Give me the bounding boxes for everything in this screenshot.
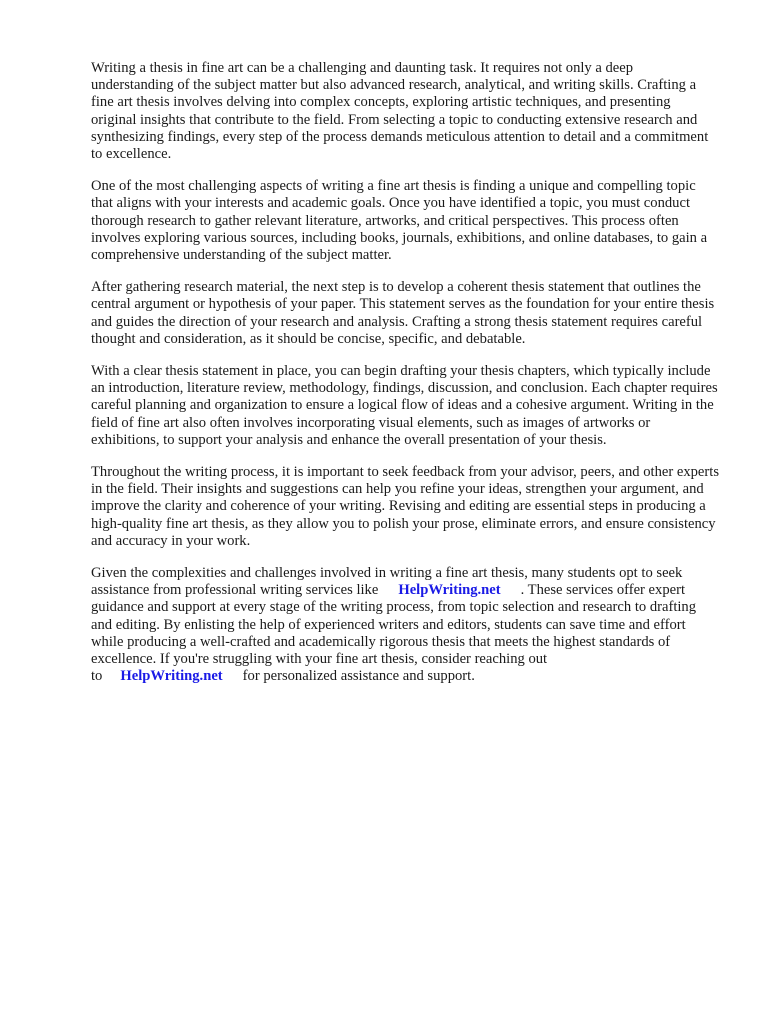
paragraph-assistance bbox=[91, 565, 719, 685]
paragraph-feedback: Throughout the writing process, it is important to seek feedback from your advisor, peers, and other experts in the field. Their insights and suggestions can help you refine your ideas, strengthen your argument, and improve the clarity and coherence of your writing. Revising and editing are essential steps in producing a high-quality fine art thesis, as they allow you to polish your prose, eliminate errors, and ensure consistency and accuracy in your work. bbox=[91, 464, 719, 549]
assistance-text-part1: Given the complexities and challenges involved in writing a fine art thesis, many students opt to seek assistance from professional writing services like bbox=[91, 565, 683, 599]
assistance-text-part2: . These services offer expert guidance and support at every stage of the writing process, from topic selection and research to drafting and editing. By enlisting the help of experienced writers and editors, students can save time and effort while producing a well-crafted and academically rigorous thesis that meets the highest standards of excellence. If you're struggling with your fine art thesis, consider reaching out to bbox=[91, 582, 697, 685]
assistance-text-part3: for personalized assistance and support. bbox=[242, 668, 475, 685]
helpwriting-link-2[interactable]: HelpWriting.net bbox=[120, 668, 223, 685]
paragraph-intro: Writing a thesis in fine art can be a challenging and daunting task. It requires not only a deep understanding of the subject matter but also advanced research, analytical, and writing skills. Crafting a fine art thesis involves delving into complex concepts, exploring artistic techniques, and presenting original insights that contribute to the field. From selecting a topic to conducting extensive research and synthesizing findings, every step of the process demands meticulous attention to detail and a commitment to excellence. bbox=[91, 60, 709, 163]
paragraph-thesis-statement: After gathering research material, the next step is to develop a coherent thesis statement that outlines the central argument or hypothesis of your paper. This statement serves as the foundation for your entire thesis and guides the direction of your research and analysis. Crafting a strong thesis statement requires careful thought and consideration, as it should be concise, specific, and debatable. bbox=[91, 279, 715, 347]
paragraph-topic: One of the most challenging aspects of writing a fine art thesis is finding a unique and compelling topic that aligns with your interests and academic goals. Once you have identified a topic, you must conduct thorough research to gather relevant literature, artworks, and critical perspectives. This process often involves exploring various sources, including books, journals, exhibitions, and online databases, to gain a comprehensive understanding of the subject matter. bbox=[91, 178, 708, 264]
paragraph-chapters: With a clear thesis statement in place, you can begin drafting your thesis chapters, which typically include an introduction, literature review, methodology, findings, discussion, and conclusion. Each chapter requires careful planning and organization to ensure a logical flow of ideas and a cohesive argument. Writing in the field of fine art also often involves incorporating visual elements, such as images of artworks or exhibitions, to support your analysis and enhance the overall presentation of your thesis. bbox=[91, 363, 718, 448]
helpwriting-link-1[interactable]: HelpWriting.net bbox=[398, 582, 501, 599]
document-body bbox=[91, 60, 719, 701]
